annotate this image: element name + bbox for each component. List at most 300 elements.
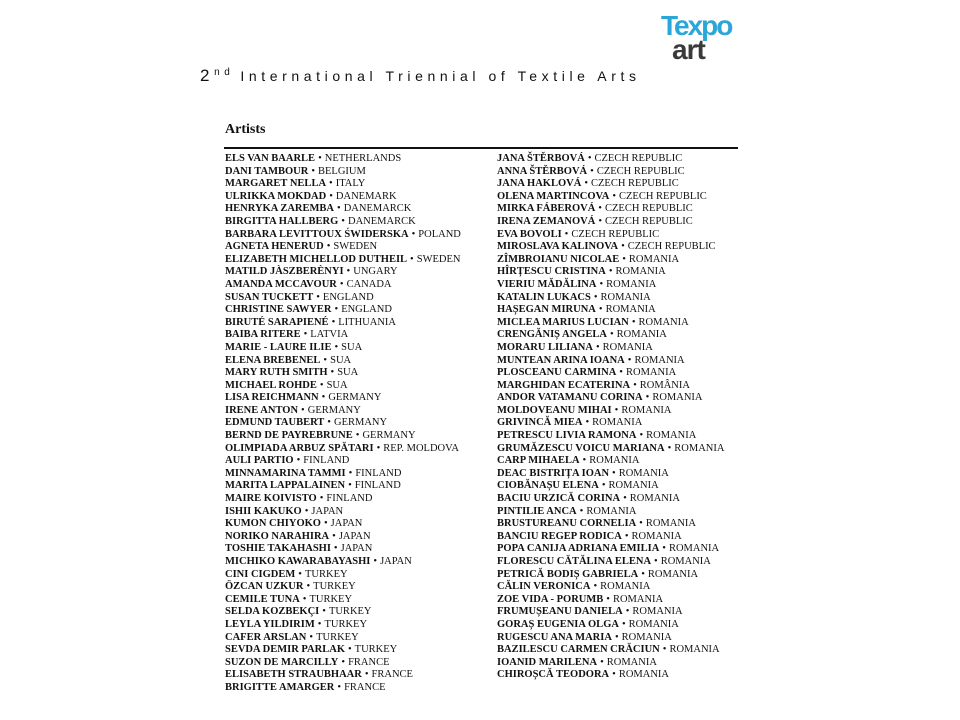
artist-name: BIRGITTA HALLBERG xyxy=(225,215,339,227)
bullet-separator: • xyxy=(662,644,667,656)
bullet-separator: • xyxy=(306,581,311,593)
bullet-separator: • xyxy=(590,165,594,177)
artist-country: ROMANIA xyxy=(669,644,720,656)
artist-country: ROMANIA xyxy=(600,291,651,303)
artist-country: ROMANIA xyxy=(638,316,689,328)
artist-entry xyxy=(225,632,461,645)
artist-entry xyxy=(225,153,461,166)
bullet-separator: • xyxy=(296,455,301,467)
artist-name: PINTILIE ANCA xyxy=(497,505,577,517)
artist-entry xyxy=(497,178,724,191)
artist-entry xyxy=(225,581,461,594)
bullet-separator: • xyxy=(621,618,626,630)
artist-country: ROMANIA xyxy=(652,392,703,404)
bullet-separator: • xyxy=(321,392,326,404)
artist-entry xyxy=(225,367,461,380)
artist-name: MAIRE KOIVISTO xyxy=(225,493,317,505)
artist-entry xyxy=(225,594,461,607)
artist-name: KATALIN LUKACS xyxy=(497,291,591,303)
artist-entry xyxy=(497,203,724,216)
artist-entry xyxy=(225,417,461,430)
bullet-separator: • xyxy=(612,467,616,479)
artist-entry xyxy=(497,292,724,305)
artist-country: ROMANIA xyxy=(606,278,657,290)
artist-name: FLORESCU CĂTĂLINA ELENA xyxy=(497,556,652,567)
artist-name: TOSHIE TAKAHASHI xyxy=(225,543,331,555)
bullet-separator: • xyxy=(631,316,636,328)
artist-name: BACIU URZICĂ CORINA xyxy=(497,493,621,505)
bullet-separator: • xyxy=(639,518,643,530)
artist-name: AGNETA HENERUD xyxy=(225,241,324,253)
bullet-separator: • xyxy=(641,568,645,580)
artist-entry xyxy=(225,493,461,506)
artist-name: MARGHIDAN ECATERINA xyxy=(497,379,631,391)
bullet-separator: • xyxy=(587,153,592,164)
artist-entry xyxy=(497,304,724,317)
artist-entry xyxy=(497,166,724,179)
artist-entry xyxy=(497,518,724,531)
artist-name: MICHIKO KAWARABAYASHI xyxy=(225,556,371,567)
bullet-separator: • xyxy=(612,669,616,681)
bullet-separator: • xyxy=(619,367,623,379)
artist-country: ROMANIA xyxy=(589,455,640,467)
bullet-separator: • xyxy=(337,203,341,215)
artist-country: ROMANIA xyxy=(612,593,664,605)
bullet-separator: • xyxy=(600,656,604,668)
artist-name: GORAȘ EUGENIA OLGA xyxy=(497,618,619,630)
artist-entry xyxy=(225,266,461,279)
title-ordinal: nd xyxy=(214,67,235,78)
artist-entry xyxy=(225,191,461,204)
artist-country: LITHUANIA xyxy=(338,316,397,328)
bullet-separator: • xyxy=(654,556,658,567)
artist-entry xyxy=(497,657,724,670)
bullet-separator: • xyxy=(593,581,598,593)
artist-entry xyxy=(497,594,724,607)
artist-name: DEAC BISTRIȚA IOAN xyxy=(497,467,610,479)
artist-name: EDMUND TAUBERT xyxy=(225,417,325,429)
artist-country: ITALY xyxy=(335,178,366,190)
artist-country: ROMANIA xyxy=(616,329,667,341)
bullet-separator: • xyxy=(303,329,308,341)
artist-country: FRANCE xyxy=(344,681,386,693)
artist-country: CZECH REPUBLIC xyxy=(594,153,683,164)
bullet-separator: • xyxy=(334,341,339,353)
artist-entry xyxy=(497,569,724,582)
artist-name: VIERIU MĂDĂLINA xyxy=(497,278,597,290)
bullet-separator: • xyxy=(595,341,600,353)
artist-entry xyxy=(497,506,724,519)
artist-name: PETRICĂ BODIȘ GABRIELA xyxy=(497,568,639,580)
artist-entry xyxy=(225,480,461,493)
artist-entry xyxy=(225,304,461,317)
artist-entry xyxy=(225,682,461,695)
artist-country: ROMANIA xyxy=(628,253,680,265)
artist-name: SEVDA DEMIR PARLAK xyxy=(225,644,345,656)
artist-name: MARY RUTH SMITH xyxy=(225,367,328,379)
artist-name: LEYLA YILDIRIM xyxy=(225,618,315,630)
bullet-separator: • xyxy=(606,593,610,605)
bullet-separator: • xyxy=(330,367,335,379)
artist-country: SUA xyxy=(326,379,348,391)
artist-name: IRENA ZEMANOVÁ xyxy=(497,215,596,227)
artist-entry xyxy=(497,480,724,493)
artist-country: ROMANIA xyxy=(618,467,669,479)
bullet-separator: • xyxy=(614,631,619,643)
artist-country: ROMANIA xyxy=(592,417,643,429)
artist-entry xyxy=(225,203,461,216)
artist-country: ROMANIA xyxy=(586,505,637,517)
artist-country: SUA xyxy=(337,367,359,379)
artist-country: GERMANY xyxy=(328,392,382,404)
artist-name: JANA HAKLOVÁ xyxy=(497,178,582,190)
artist-name: MIROSLAVA KALINOVA xyxy=(497,241,619,253)
artist-name: MOLDOVEANU MIHAI xyxy=(497,404,612,416)
artist-entry xyxy=(225,355,461,368)
artist-name: JANA ŠTĚRBOVÁ xyxy=(497,153,585,164)
artist-name: SUSAN TUCKETT xyxy=(225,291,314,303)
artist-entry xyxy=(225,329,461,342)
artist-name: MICHAEL ROHDE xyxy=(225,379,317,391)
artist-entry xyxy=(225,443,461,456)
artist-country: FINLAND xyxy=(355,467,402,479)
bullet-separator: • xyxy=(319,493,324,505)
artist-entry xyxy=(497,606,724,619)
bullet-separator: • xyxy=(622,253,626,265)
bullet-separator: • xyxy=(329,190,333,202)
artist-name: MARIE - LAURE ILIE xyxy=(225,341,332,353)
bullet-separator: • xyxy=(585,417,590,429)
artist-country: ROMANIA xyxy=(606,656,657,668)
artist-country: JAPAN xyxy=(311,505,344,517)
bullet-separator: • xyxy=(598,304,603,316)
artist-country: TURKEY xyxy=(316,631,359,643)
artist-entry xyxy=(497,216,724,229)
artist-country: GERMANY xyxy=(307,404,361,416)
artist-country: ROMANIA xyxy=(632,606,683,618)
artist-country: ROMANIA xyxy=(668,543,720,555)
artist-name: AULI PARTIO xyxy=(225,455,294,467)
bullet-separator: • xyxy=(317,618,322,630)
bullet-separator: • xyxy=(614,404,619,416)
artist-country: CZECH REPUBLIC xyxy=(627,241,716,253)
artist-country: CZECH REPUBLIC xyxy=(596,165,685,177)
artist-name: GRIVINCĂ MIEA xyxy=(497,417,583,429)
bullet-separator: • xyxy=(318,153,322,164)
artist-country: JAPAN xyxy=(380,556,412,567)
artist-entry xyxy=(225,556,461,569)
artist-country: FINLAND xyxy=(303,455,350,467)
artist-country: TURKEY xyxy=(309,593,353,605)
bullet-separator: • xyxy=(333,543,338,555)
artist-country: CZECH REPUBLIC xyxy=(604,203,693,215)
artist-country: ROMANIA xyxy=(600,581,651,593)
bullet-separator: • xyxy=(337,681,342,693)
page-title xyxy=(200,66,641,86)
title-number: 2 xyxy=(200,66,215,85)
artist-name: HENRYKA ZAREMBA xyxy=(225,203,335,215)
artist-name: MORARU LILIANA xyxy=(497,341,593,353)
artist-country: GERMANY xyxy=(333,417,388,429)
artist-entry xyxy=(497,317,724,330)
artist-entry xyxy=(497,342,724,355)
bullet-separator: • xyxy=(298,568,302,580)
artist-entry xyxy=(497,153,724,166)
artist-country: CZECH REPUBLIC xyxy=(605,215,693,227)
artist-name: ZOE VIDA - PORUMB xyxy=(497,593,604,605)
artist-name: IOANID MARILENA xyxy=(497,656,598,668)
bullet-separator: • xyxy=(373,556,378,567)
bullet-separator: • xyxy=(623,493,627,505)
artist-entry xyxy=(497,367,724,380)
artist-entry xyxy=(497,581,724,594)
artist-name: CEMILE TUNA xyxy=(225,593,300,605)
artist-name: ELS VAN BAARLE xyxy=(225,153,316,164)
artist-name: GRUMĂZESCU VOICU MARIANA xyxy=(497,442,665,454)
artist-country: REP. MOLDOVA xyxy=(383,442,459,454)
artist-country: GERMANY xyxy=(362,430,416,442)
artist-entry xyxy=(497,430,724,443)
artist-country: JAPAN xyxy=(338,530,371,542)
artist-name: HAȘEGAN MIRUNA xyxy=(497,304,596,316)
artist-name: CHRISTINE SAWYER xyxy=(225,304,332,316)
artist-entry xyxy=(225,669,461,682)
artist-name: MICLEA MARIUS LUCIAN xyxy=(497,316,629,328)
artist-name: BERND DE PAYREBRUNE xyxy=(225,430,353,442)
artist-entry xyxy=(225,241,461,254)
bullet-separator: • xyxy=(645,392,650,404)
artist-country: ROMANIA xyxy=(674,442,725,454)
bullet-separator: • xyxy=(667,442,672,454)
artist-name: RUGESCU ANA MARIA xyxy=(497,631,612,643)
bullet-separator: • xyxy=(411,228,416,240)
artist-country: ENGLAND xyxy=(341,304,392,316)
artist-country: DANEMARK xyxy=(335,190,397,202)
section-title: Artists xyxy=(225,122,266,137)
artist-country: POLAND xyxy=(418,228,461,240)
bullet-separator: • xyxy=(627,354,632,366)
artists-list-right xyxy=(497,153,724,682)
artist-entry xyxy=(225,455,461,468)
artist-name: MIRKA FÁBEROVÁ xyxy=(497,203,596,215)
logo-texpo-text: Texpo xyxy=(661,10,732,41)
artist-entry xyxy=(225,543,461,556)
artist-name: SELDA KOZBEKÇI xyxy=(225,606,320,618)
artist-country: CZECH REPUBLIC xyxy=(591,178,679,190)
artist-country: FINLAND xyxy=(326,493,373,505)
bullet-separator: • xyxy=(639,430,644,442)
artist-entry xyxy=(225,380,461,393)
artist-name: CINI CIGDEM xyxy=(225,568,296,580)
bullet-separator: • xyxy=(348,467,353,479)
artist-name: OLIMPIADA ARBUZ SPĂTARI xyxy=(225,442,374,454)
artist-entry xyxy=(225,468,461,481)
artist-country: ROMANIA xyxy=(625,367,677,379)
artist-entry xyxy=(497,405,724,418)
bullet-separator: • xyxy=(601,480,606,492)
artist-name: EVA BOVOLI xyxy=(497,228,562,240)
artist-name: MUNTEAN ARINA IOANA xyxy=(497,354,625,366)
artist-country: TURKEY xyxy=(313,581,356,593)
artist-name: PLOSCEANU CARMINA xyxy=(497,367,617,379)
artist-entry xyxy=(497,455,724,468)
artist-entry xyxy=(497,254,724,267)
artist-name: FRUMUȘEANU DANIELA xyxy=(497,606,623,618)
artist-entry xyxy=(497,556,724,569)
artist-country: ROMANIA xyxy=(615,266,666,278)
artist-name: BAZILESCU CARMEN CRĂCIUN xyxy=(497,644,660,656)
artist-name: MATILD JÀSZBERÈNYI xyxy=(225,266,344,278)
artist-country: NETHERLANDS xyxy=(324,153,402,164)
artist-entry xyxy=(225,619,461,632)
artist-entry xyxy=(225,166,461,179)
artist-name: ANDOR VATAMANU CORINA xyxy=(497,392,643,404)
bullet-separator: • xyxy=(355,430,360,442)
artist-name: CRENGĂNIȘ ANGELA xyxy=(497,329,607,341)
bullet-separator: • xyxy=(609,329,614,341)
artist-name: NORIKO NARAHIRA xyxy=(225,530,330,542)
bullet-separator: • xyxy=(326,241,331,253)
artist-country: SUA xyxy=(341,341,363,353)
artist-country: ROMANIA xyxy=(634,354,685,366)
bullet-separator: • xyxy=(410,253,414,265)
artist-entry xyxy=(225,317,461,330)
artist-country: FRANCE xyxy=(371,669,413,681)
artist-country: ROMANIA xyxy=(645,518,697,530)
artist-entry xyxy=(225,292,461,305)
bullet-separator: • xyxy=(579,505,584,517)
artist-country: ROMÂNIA xyxy=(639,379,690,391)
artist-entry xyxy=(225,216,461,229)
artist-name: HÎRȚESCU CRISTINA xyxy=(497,266,606,278)
artist-name: AMANDA MCCAVOUR xyxy=(225,278,337,290)
artist-entry xyxy=(497,493,724,506)
artist-country: BELGIUM xyxy=(318,165,366,177)
artist-country: FRANCE xyxy=(348,656,390,668)
bullet-separator: • xyxy=(376,442,381,454)
artist-entry xyxy=(497,531,724,544)
bullet-separator: • xyxy=(582,455,587,467)
artist-entry xyxy=(497,632,724,645)
bullet-separator: • xyxy=(311,165,316,177)
artist-entry xyxy=(225,178,461,191)
artist-entry xyxy=(225,518,461,531)
bullet-separator: • xyxy=(364,669,369,681)
bullet-separator: • xyxy=(621,241,625,253)
artist-country: ROMANIA xyxy=(660,556,711,567)
artist-entry xyxy=(225,506,461,519)
artist-entry xyxy=(497,644,724,657)
artist-name: ÖZCAN UZKUR xyxy=(225,581,304,593)
bullet-separator: • xyxy=(332,530,336,542)
bullet-separator: • xyxy=(633,379,637,391)
artist-entry xyxy=(225,531,461,544)
artist-name: BRIGITTE AMARGER xyxy=(225,681,335,693)
artist-name: BARBARA LEVITTOUX ŚWIDERSKA xyxy=(225,228,409,240)
artist-name: CIOBĂNAȘU ELENA xyxy=(497,480,599,492)
bullet-separator: • xyxy=(598,203,602,215)
artist-country: JAPAN xyxy=(330,518,363,530)
artist-country: TURKEY xyxy=(304,568,348,580)
artist-country: DANEMARCK xyxy=(347,215,416,227)
artist-country: ROMANIA xyxy=(646,430,697,442)
artist-entry xyxy=(225,405,461,418)
artist-entry xyxy=(497,443,724,456)
artist-entry xyxy=(497,417,724,430)
artist-name: LISA REICHMANN xyxy=(225,392,319,404)
artist-name: MARITA LAPPALAINEN xyxy=(225,480,346,492)
bullet-separator: • xyxy=(339,278,344,290)
artist-name: BAIBA RITERE xyxy=(225,329,301,341)
bullet-separator: • xyxy=(624,530,629,542)
artist-name: ELIZABETH MICHELLOD DUTHEIL xyxy=(225,253,408,265)
artist-name: CĂLIN VERONICA xyxy=(497,581,591,593)
artist-entry xyxy=(497,266,724,279)
artist-entry xyxy=(497,380,724,393)
bullet-separator: • xyxy=(316,291,320,303)
artist-country: ROMANIA xyxy=(618,669,669,681)
artist-country: ROMANIA xyxy=(647,568,699,580)
bullet-separator: • xyxy=(301,404,305,416)
bullet-separator: • xyxy=(598,215,602,227)
artist-entry xyxy=(225,430,461,443)
bullet-separator: • xyxy=(341,656,346,668)
bullet-separator: • xyxy=(584,178,588,190)
artist-name: ULRIKKA MOKDAD xyxy=(225,190,327,202)
artist-entry xyxy=(497,329,724,342)
artist-entry xyxy=(497,543,724,556)
artist-entry xyxy=(225,606,461,619)
artist-entry xyxy=(497,355,724,368)
artist-name: ZÎMBROIANU NICOLAE xyxy=(497,253,620,265)
artist-entry xyxy=(497,468,724,481)
bullet-separator: • xyxy=(309,631,314,643)
bullet-separator: • xyxy=(608,266,613,278)
artist-name: BANCIU REGEP RODICA xyxy=(497,530,622,542)
artist-name: MINNAMARINA TAMMI xyxy=(225,467,346,479)
artists-list-left xyxy=(225,153,461,695)
artist-name: IRENE ANTON xyxy=(225,404,299,416)
title-text: International Triennial of Textile Arts xyxy=(240,68,641,84)
artist-country: FINLAND xyxy=(354,480,401,492)
artist-entry xyxy=(225,254,461,267)
bullet-separator: • xyxy=(346,266,351,278)
logo-art-text: art xyxy=(672,34,705,65)
bullet-separator: • xyxy=(347,644,352,656)
artist-country: ROMANIA xyxy=(608,480,659,492)
artist-name: ELENA BREBENEL xyxy=(225,354,321,366)
artist-entry xyxy=(225,657,461,670)
artist-country: ROMANIA xyxy=(628,618,679,630)
bullet-separator: • xyxy=(302,593,307,605)
artist-entry xyxy=(497,669,724,682)
bullet-separator: • xyxy=(322,606,326,618)
artist-name: ELISABETH STRAUBHAAR xyxy=(225,669,362,681)
artist-name: ANNA ŠTĚRBOVÁ xyxy=(497,165,588,177)
artist-entry xyxy=(225,279,461,292)
artist-country: SWEDEN xyxy=(416,253,461,265)
texpo-art-logo xyxy=(661,12,731,64)
artist-name: BIRUTÉ SARAPIENÉ xyxy=(225,316,329,328)
artist-entry xyxy=(225,569,461,582)
bullet-separator: • xyxy=(304,505,309,517)
artist-country: SWEDEN xyxy=(333,241,378,253)
bullet-separator: • xyxy=(334,304,339,316)
bullet-separator: • xyxy=(329,178,333,190)
artist-name: OLENA MARTINCOVA xyxy=(497,190,610,202)
artist-country: SUA xyxy=(330,354,352,366)
artist-name: KUMON CHIYOKO xyxy=(225,518,321,530)
